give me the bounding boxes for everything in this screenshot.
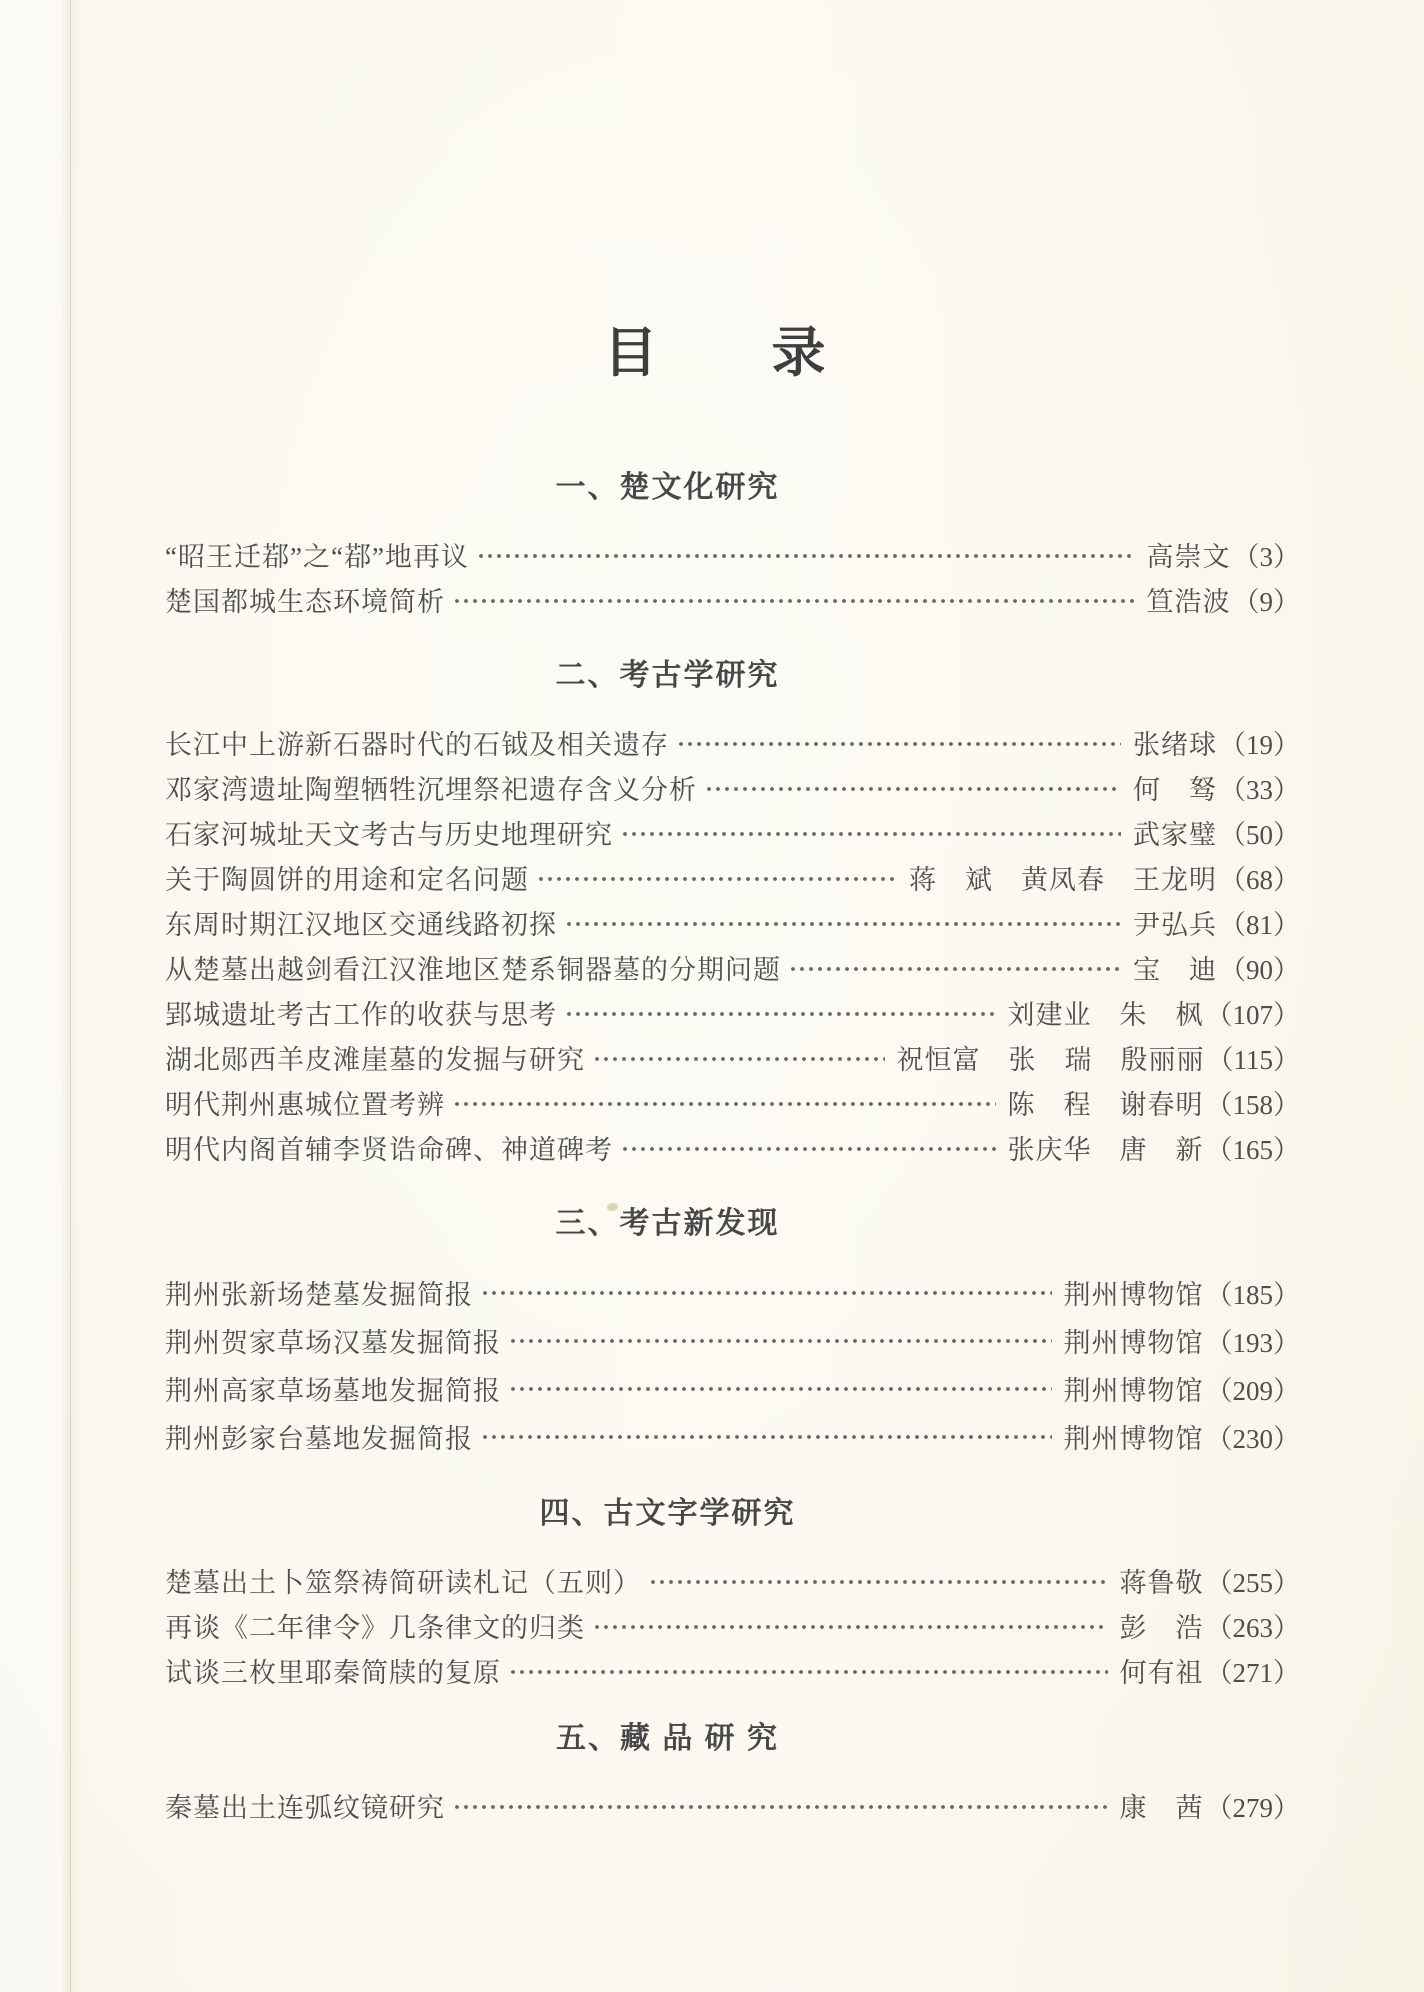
entry-page-number: （193） [1205, 1327, 1300, 1358]
toc-entry [165, 1080, 1300, 1125]
toc-entry [165, 1603, 1300, 1648]
section-heading: 三、考古新发现 [555, 1207, 780, 1240]
toc-entry [165, 1316, 1300, 1364]
entry-title: 湖北郧西羊皮滩崖墓的发掘与研究 [165, 1045, 585, 1075]
dot-leader [481, 1289, 1052, 1297]
entry-page-number: （19） [1219, 730, 1300, 760]
entry-page-number: （3） [1232, 542, 1300, 572]
toc-entry [165, 532, 1300, 577]
entry-author: 笪浩波 [1146, 587, 1231, 617]
entry-page-number: （81） [1219, 910, 1300, 940]
entry-page-number: （158） [1205, 1090, 1300, 1120]
entry-author: 彭 浩 [1119, 1613, 1204, 1643]
toc-entry [165, 1364, 1300, 1412]
entry-author: 张绪球 [1133, 730, 1217, 760]
dot-leader [789, 965, 1121, 973]
entry-author: 荆州博物馆 [1063, 1375, 1204, 1406]
section-entries [165, 720, 1300, 1170]
entry-page-number: （279） [1205, 1793, 1300, 1823]
toc-entry [165, 1558, 1300, 1603]
toc-section [165, 468, 1300, 622]
entry-page-number: （33） [1219, 775, 1300, 805]
entry-author: 康 茜 [1119, 1793, 1204, 1823]
entry-page-number: （107） [1205, 1000, 1300, 1030]
section-entries [165, 532, 1300, 622]
entry-author: 荆州博物馆 [1063, 1423, 1204, 1454]
dot-leader [537, 875, 897, 883]
entry-author: 陈 程 谢春明 [1007, 1090, 1204, 1120]
entry-title: 明代内阁首辅李贤诰命碑、神道碑考 [165, 1135, 613, 1165]
entry-page-number: （209） [1205, 1375, 1300, 1406]
entry-page-number: （9） [1232, 587, 1300, 617]
dot-leader [453, 597, 1135, 605]
toc-entry [165, 765, 1300, 810]
dot-leader [453, 1803, 1108, 1811]
entry-author: 荆州博物馆 [1063, 1279, 1204, 1310]
entry-page-number: （185） [1205, 1279, 1300, 1310]
entry-author: 何 驽 [1133, 775, 1217, 805]
dot-leader [649, 1578, 1108, 1586]
entry-page-number: （165） [1205, 1135, 1300, 1165]
entry-author: 蒋鲁敬 [1119, 1568, 1204, 1598]
entry-page-number: （271） [1205, 1658, 1300, 1688]
entry-author: 宝 迪 [1133, 955, 1217, 985]
section-entries [165, 1558, 1300, 1693]
dot-leader [509, 1385, 1052, 1393]
section-entries [165, 1268, 1300, 1460]
toc-entry [165, 1268, 1300, 1316]
entry-page-number: （255） [1205, 1568, 1300, 1598]
toc-entry [165, 990, 1300, 1035]
entry-author: 刘建业 朱 枫 [1007, 1000, 1204, 1030]
entry-page-number: （263） [1205, 1613, 1300, 1643]
sections-container [165, 468, 1300, 1828]
toc-section [165, 656, 1300, 1170]
entry-title: 荆州贺家草场汉墓发掘简报 [165, 1327, 501, 1358]
dot-leader [621, 1145, 996, 1153]
section-entries [165, 1783, 1300, 1828]
section-heading: 二、考古学研究 [555, 659, 780, 692]
dot-leader [509, 1668, 1108, 1676]
toc-section [165, 1204, 1300, 1460]
entry-page-number: （90） [1219, 955, 1300, 985]
entry-author: 高崇文 [1146, 542, 1231, 572]
toc-entry [165, 1648, 1300, 1693]
entry-author: 尹弘兵 [1133, 910, 1217, 940]
toc-entry [165, 855, 1300, 900]
entry-author: 张庆华 唐 新 [1007, 1135, 1204, 1165]
entry-title: 再谈《二年律令》几条律文的归类 [165, 1613, 585, 1643]
dot-leader [481, 1433, 1052, 1441]
section-heading: 五、藏 品 研 究 [555, 1722, 779, 1755]
toc-entry [165, 1783, 1300, 1828]
toc-entry [165, 1412, 1300, 1460]
entry-author: 荆州博物馆 [1063, 1327, 1204, 1358]
dot-leader [593, 1623, 1108, 1631]
section-heading: 四、古文字学研究 [539, 1497, 796, 1530]
entry-author: 蒋 斌 黄凤春 王龙明 [909, 865, 1217, 895]
dot-leader [677, 740, 1121, 748]
dot-leader [565, 920, 1121, 928]
entry-title: 石家河城址天文考古与历史地理研究 [165, 820, 613, 850]
section-heading: 一、楚文化研究 [555, 471, 780, 504]
dot-leader [621, 830, 1121, 838]
toc-entry [165, 945, 1300, 990]
entry-page-number: （115） [1206, 1045, 1300, 1075]
entry-author: 何有祖 [1119, 1658, 1204, 1688]
entry-title: 关于陶圆饼的用途和定名问题 [165, 865, 529, 895]
page-title: 目 录 [603, 323, 828, 383]
entry-title: 明代荆州惠城位置考辨 [165, 1090, 445, 1120]
entry-title: 长江中上游新石器时代的石钺及相关遗存 [165, 730, 669, 760]
toc-entry [165, 720, 1300, 765]
entry-author: 武家璧 [1133, 820, 1217, 850]
entry-title: 秦墓出土连弧纹镜研究 [165, 1793, 445, 1823]
dot-leader [705, 785, 1121, 793]
entry-title: “昭王迁鄀”之“鄀”地再议 [165, 542, 469, 572]
toc-entry [165, 577, 1300, 622]
entry-author: 祝恒富 张 瑞 殷丽丽 [896, 1045, 1205, 1075]
toc-entry [165, 810, 1300, 855]
entry-page-number: （68） [1219, 865, 1300, 895]
entry-title: 东周时期江汉地区交通线路初探 [165, 910, 557, 940]
entry-title: 楚墓出土卜筮祭祷简研读札记（五则） [165, 1568, 641, 1598]
entry-title: 郢城遗址考古工作的收获与思考 [165, 1000, 557, 1030]
entry-title: 荆州张新场楚墓发掘简报 [165, 1279, 473, 1310]
toc-section [165, 1494, 1300, 1693]
dot-leader [509, 1337, 1052, 1345]
entry-page-number: （50） [1219, 820, 1300, 850]
dot-leader [593, 1055, 885, 1063]
entry-title: 从楚墓出越剑看江汉淮地区楚系铜器墓的分期问题 [165, 955, 781, 985]
toc-section [165, 1719, 1300, 1828]
entry-title: 荆州彭家台墓地发掘简报 [165, 1423, 473, 1454]
entry-page-number: （230） [1205, 1423, 1300, 1454]
dot-leader [453, 1100, 996, 1108]
toc-entry [165, 900, 1300, 945]
entry-title: 邓家湾遗址陶塑牺牲沉埋祭祀遗存含义分析 [165, 775, 697, 805]
toc-entry [165, 1125, 1300, 1170]
dot-leader [565, 1010, 996, 1018]
toc-content [165, 0, 1300, 1828]
entry-title: 试谈三枚里耶秦简牍的复原 [165, 1658, 501, 1688]
entry-title: 荆州高家草场墓地发掘简报 [165, 1375, 501, 1406]
dot-leader [477, 552, 1135, 560]
page-edge-line [70, 0, 71, 1992]
entry-title: 楚国都城生态环境简析 [165, 587, 445, 617]
toc-entry [165, 1035, 1300, 1080]
